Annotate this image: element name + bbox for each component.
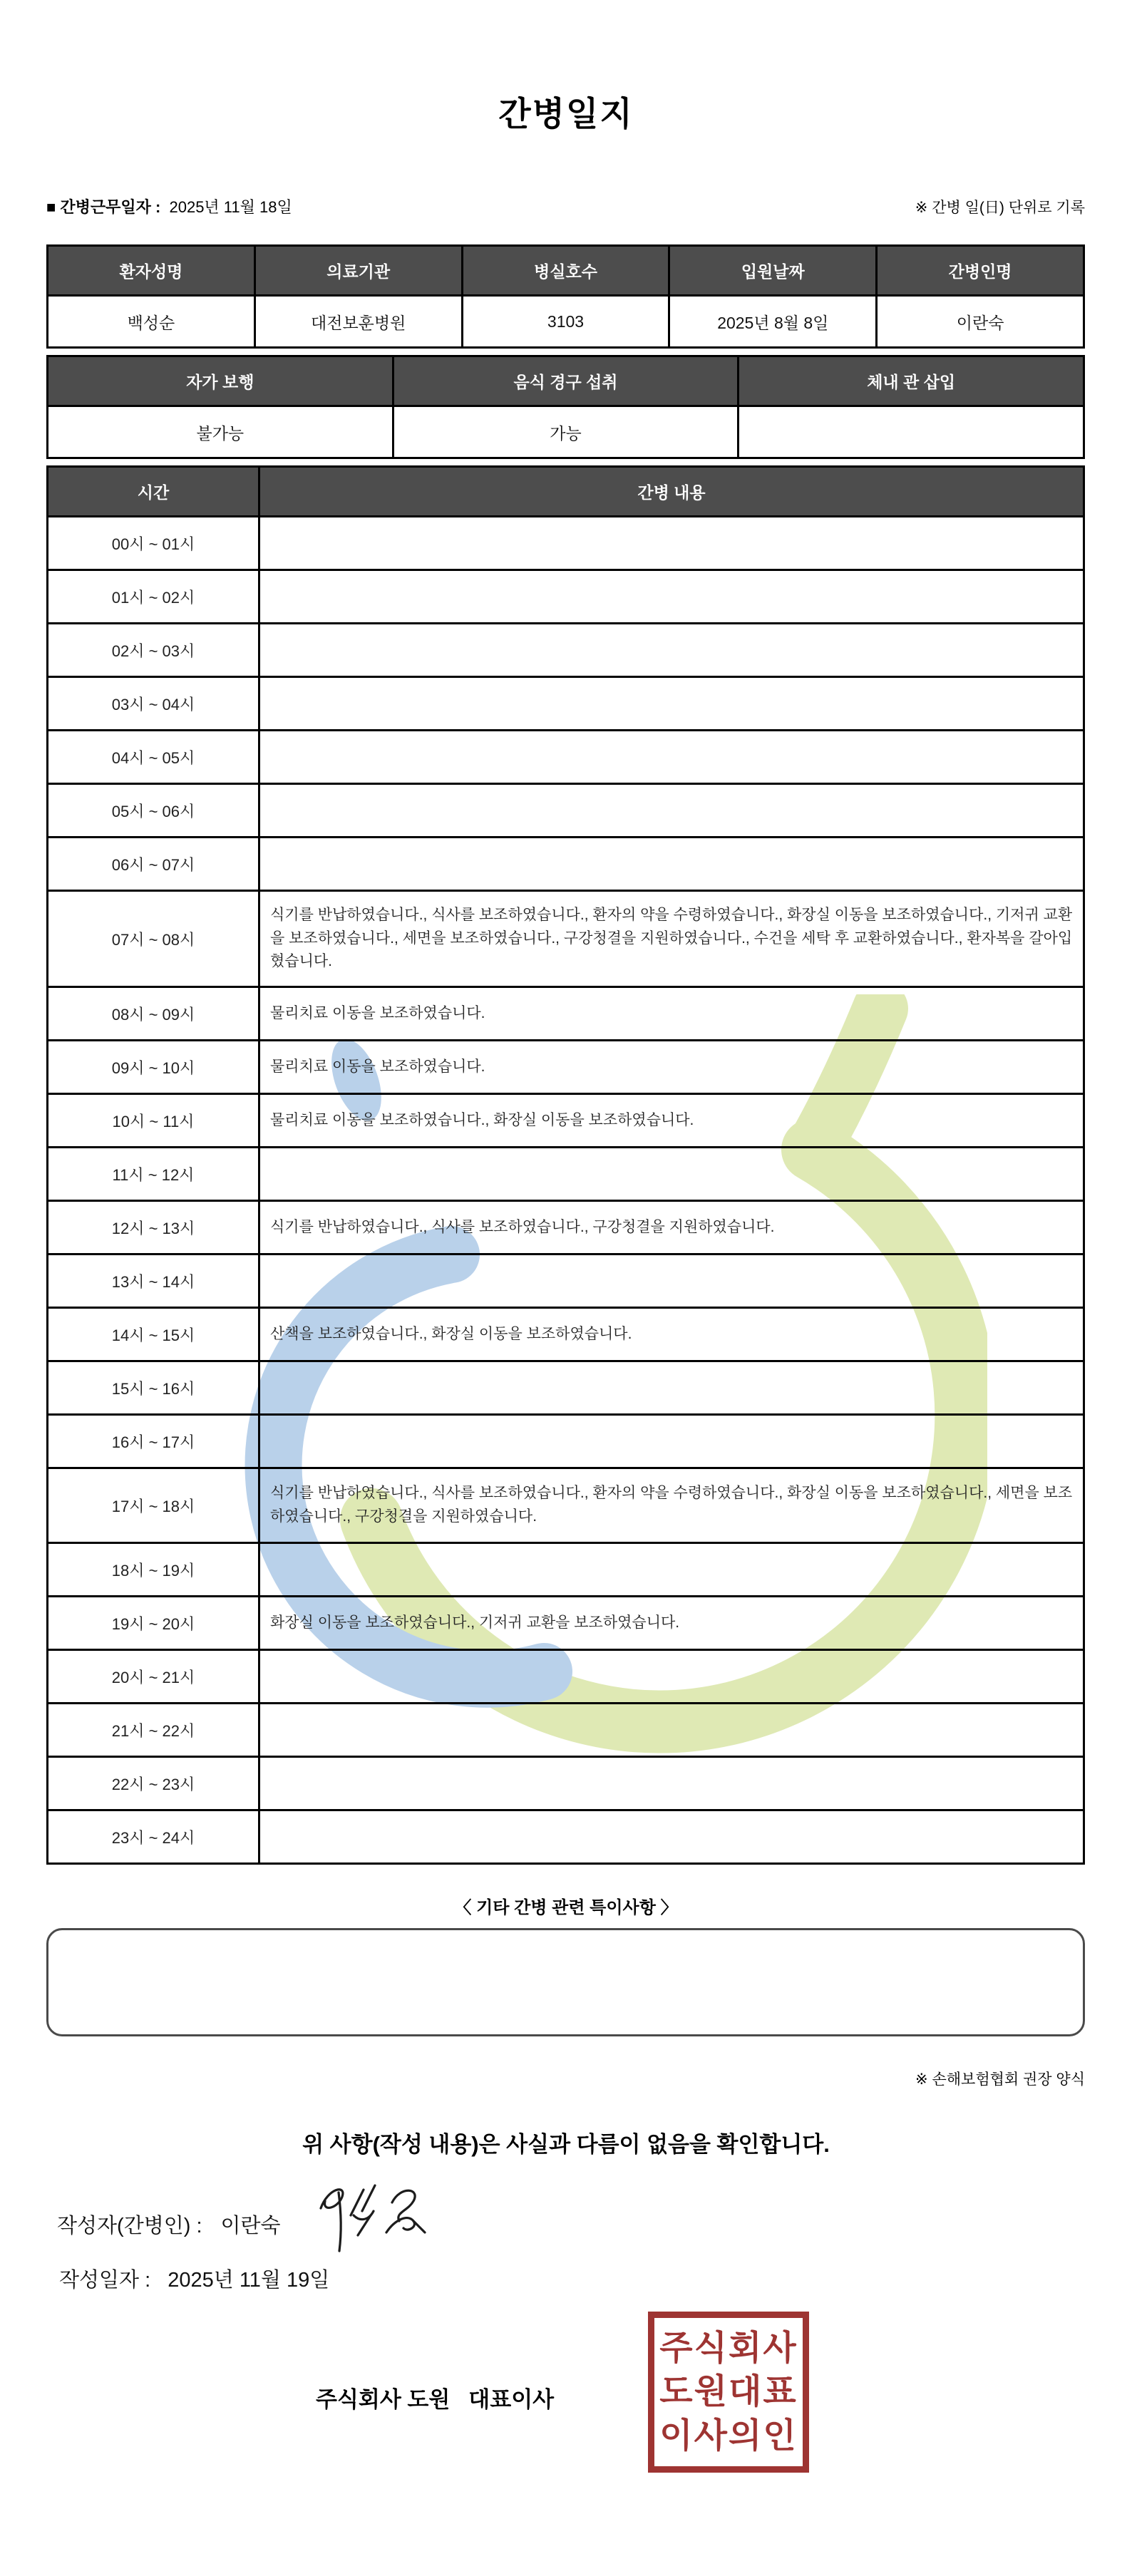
care-row — [48, 987, 1084, 1041]
care-content — [259, 570, 1084, 624]
header-medical-institution: 의료기관 — [254, 246, 462, 296]
meta-row — [46, 195, 1085, 217]
care-row — [48, 1468, 1084, 1543]
oral-intake-value: 가능 — [393, 406, 739, 458]
medical-institution-value: 대전보훈병원 — [254, 296, 462, 348]
unit-note: ※ 간병 일(日) 단위로 기록 — [915, 200, 1085, 216]
care-content: 화장실 이동을 보조하였습니다., 기저귀 교환을 보조하였습니다. — [259, 1597, 1084, 1650]
seal-line: 도원대표 — [659, 2373, 798, 2411]
seal-line: 이사의인 — [659, 2416, 798, 2455]
care-content — [259, 517, 1084, 570]
time-slot: 06시 ~ 07시 — [48, 838, 259, 891]
special-notes-heading: 〈 기타 간병 관련 특이사항 〉 — [454, 1898, 678, 1917]
care-content — [259, 1757, 1084, 1810]
status-header-row — [48, 356, 1084, 406]
confirmation-statement: 위 사항(작성 내용)은 사실과 다름이 없음을 확인합니다. — [302, 2132, 830, 2157]
time-slot: 20시 ~ 21시 — [48, 1650, 259, 1704]
care-content: 물리치료 이동을 보조하였습니다., 화장실 이동을 보조하였습니다. — [259, 1094, 1084, 1148]
care-header-row — [48, 467, 1084, 517]
time-slot: 01시 ~ 02시 — [48, 570, 259, 624]
care-row — [48, 1094, 1084, 1148]
ceo-title: 대표이사 — [468, 2387, 555, 2412]
patient-value-row — [48, 296, 1084, 348]
admission-date-value: 2025년 8월 8일 — [669, 296, 877, 348]
header-oral-intake: 음식 경구 섭취 — [393, 356, 739, 406]
care-content — [259, 784, 1084, 838]
company-name: 주식회사 도원 — [316, 2387, 451, 2412]
time-slot: 03시 ~ 04시 — [48, 677, 259, 731]
care-content: 물리치료 이동을 보조하였습니다. — [259, 1041, 1084, 1094]
written-date-label: 작성일자 : — [59, 2269, 151, 2292]
care-row — [48, 1650, 1084, 1704]
care-row — [48, 1148, 1084, 1201]
time-slot: 22시 ~ 23시 — [48, 1757, 259, 1810]
seal-line: 주식회사 — [659, 2329, 798, 2367]
time-slot: 05시 ~ 06시 — [48, 784, 259, 838]
care-row — [48, 1308, 1084, 1361]
header-tube-insertion: 체내 관 삽입 — [739, 356, 1084, 406]
time-slot: 14시 ~ 15시 — [48, 1308, 259, 1361]
writer-line — [57, 2191, 1132, 2257]
time-slot: 23시 ~ 24시 — [48, 1810, 259, 1864]
header-caregiver-name: 간병인명 — [877, 246, 1084, 296]
seal-text — [659, 2327, 797, 2458]
care-content — [259, 1361, 1084, 1415]
care-content — [259, 731, 1084, 784]
care-content: 물리치료 이동을 보조하였습니다. — [259, 987, 1084, 1041]
header-time: 시간 — [48, 467, 259, 517]
time-slot: 16시 ~ 17시 — [48, 1415, 259, 1468]
care-row — [48, 784, 1084, 838]
time-slot: 11시 ~ 12시 — [48, 1148, 259, 1201]
care-row — [48, 677, 1084, 731]
form-standard-note: ※ 손해보험협회 권장 양식 — [915, 2071, 1085, 2088]
care-content — [259, 1650, 1084, 1704]
care-row — [48, 1704, 1084, 1757]
special-notes-box — [46, 1928, 1085, 2036]
header-patient-name: 환자성명 — [48, 246, 255, 296]
care-row — [48, 1415, 1084, 1468]
time-slot: 08시 ~ 09시 — [48, 987, 259, 1041]
care-content — [259, 1704, 1084, 1757]
header-care-content: 간병 내용 — [259, 467, 1084, 517]
patient-name-value: 백성순 — [48, 296, 255, 348]
written-date-value: 2025년 11월 19일 — [168, 2269, 330, 2292]
patient-header-row — [48, 246, 1084, 296]
time-slot: 07시 ~ 08시 — [48, 891, 259, 987]
company-title — [316, 2381, 554, 2413]
care-content: 식기를 반납하였습니다., 식사를 보조하였습니다., 구강청결을 지원하였습니다. — [259, 1201, 1084, 1254]
header-self-walking: 자가 보행 — [48, 356, 393, 406]
care-content: 산책을 보조하였습니다., 화장실 이동을 보조하였습니다. — [259, 1308, 1084, 1361]
care-row — [48, 1361, 1084, 1415]
work-date-line — [46, 195, 292, 217]
care-content — [259, 1415, 1084, 1468]
status-value-row — [48, 406, 1084, 458]
patient-info-table — [46, 244, 1085, 349]
time-slot: 09시 ~ 10시 — [48, 1041, 259, 1094]
company-row — [0, 2304, 1132, 2490]
care-content — [259, 1543, 1084, 1597]
care-row — [48, 1201, 1084, 1254]
care-row — [48, 1254, 1084, 1308]
care-row — [48, 838, 1084, 891]
patient-status-table — [46, 355, 1085, 459]
care-content — [259, 677, 1084, 731]
tube-insertion-value — [739, 406, 1084, 458]
header-room-number: 병실호수 — [462, 246, 669, 296]
work-date-value: 2025년 11월 18일 — [169, 198, 292, 216]
time-slot: 04시 ~ 05시 — [48, 731, 259, 784]
care-content: 식기를 반납하였습니다., 식사를 보조하였습니다., 환자의 약을 수령하였습니다., 화장실 이동을 보조하였습니다., 기저귀 교환을 보조하였습니다., 세면을 보조하였습니다., 구강청결을 지원하였습니다., 수건을 세탁 후 교환하였습니다., 환자복을 갈아입혔습니다. — [259, 891, 1084, 987]
time-slot: 00시 ~ 01시 — [48, 517, 259, 570]
care-row — [48, 1041, 1084, 1094]
time-slot: 21시 ~ 22시 — [48, 1704, 259, 1757]
care-row — [48, 517, 1084, 570]
time-slot: 18시 ~ 19시 — [48, 1543, 259, 1597]
self-walking-value: 불가능 — [48, 406, 393, 458]
care-row — [48, 570, 1084, 624]
care-content — [259, 1254, 1084, 1308]
time-slot: 12시 ~ 13시 — [48, 1201, 259, 1254]
care-content — [259, 624, 1084, 677]
care-row — [48, 891, 1084, 987]
time-slot: 10시 ~ 11시 — [48, 1094, 259, 1148]
header-admission-date: 입원날짜 — [669, 246, 877, 296]
care-row — [48, 1757, 1084, 1810]
room-number-value: 3103 — [462, 296, 669, 348]
writer-signature-icon — [301, 2171, 443, 2257]
care-content: 식기를 반납하였습니다., 식사를 보조하였습니다., 환자의 약을 수령하였습니다., 화장실 이동을 보조하였습니다., 세면을 보조하였습니다., 구강청결을 지원하였습니다. — [259, 1468, 1084, 1543]
writer-name: 이란숙 — [220, 2214, 281, 2237]
time-slot: 02시 ~ 03시 — [48, 624, 259, 677]
company-seal-stamp — [648, 2312, 809, 2473]
care-row — [48, 624, 1084, 677]
time-slot: 13시 ~ 14시 — [48, 1254, 259, 1308]
writer-label: 작성자(간병인) : — [57, 2214, 202, 2237]
work-date-label: ■ 간병근무일자 : — [46, 198, 161, 216]
care-content — [259, 1810, 1084, 1864]
time-slot: 15시 ~ 16시 — [48, 1361, 259, 1415]
care-row — [48, 1810, 1084, 1864]
care-content — [259, 838, 1084, 891]
time-slot: 17시 ~ 18시 — [48, 1468, 259, 1543]
caregiver-name-value: 이란숙 — [877, 296, 1084, 348]
care-content — [259, 1148, 1084, 1201]
care-row — [48, 1543, 1084, 1597]
time-slot: 19시 ~ 20시 — [48, 1597, 259, 1650]
hourly-care-table — [46, 465, 1085, 1865]
page-title: 간병일지 — [498, 95, 634, 133]
written-date-line — [59, 2264, 1132, 2293]
care-row — [48, 731, 1084, 784]
care-row — [48, 1597, 1084, 1650]
